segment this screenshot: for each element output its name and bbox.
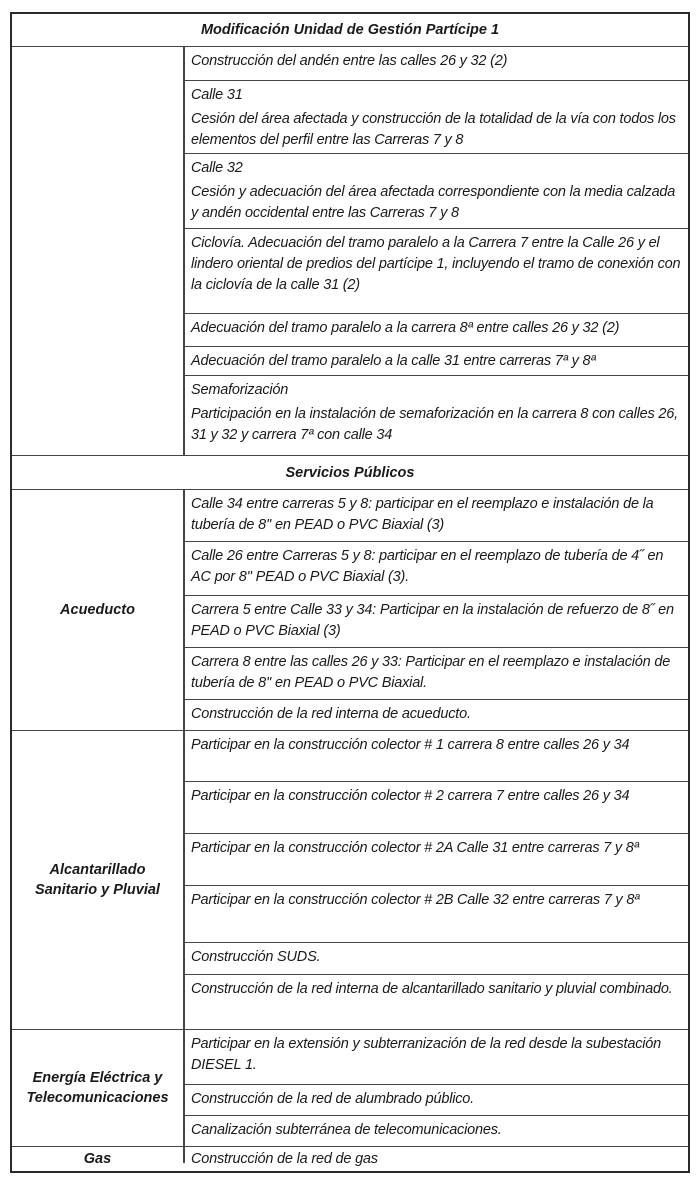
table-cell — [184, 46, 688, 80]
table-cell — [184, 489, 688, 541]
cell-text: Adecuación del tramo paralelo a la carrera 8ª entre calles 26 y 32 (2) — [191, 320, 620, 336]
cell-text: Participar en la construcción colector # 1 carrera 8 entre calles 26 y 34 — [191, 737, 630, 753]
cell-heading: Semaforización — [191, 382, 289, 398]
cell-text: Construcción de la red interna de acueducto. — [191, 706, 471, 722]
table-cell — [184, 1146, 688, 1171]
table-cell — [184, 730, 688, 781]
table-cell — [184, 228, 688, 313]
table-cell — [184, 595, 688, 647]
cell-text: Participar en la construcción colector # 2A Calle 31 entre carreras 7 y 8ª — [191, 840, 639, 856]
category-label: Acueducto — [60, 602, 135, 618]
cell-text: Participar en la construcción colector # 2 carrera 7 entre calles 26 y 34 — [191, 788, 630, 804]
cell-text: Construcción de la red de alumbrado público. — [191, 1091, 474, 1107]
category-label: Gas — [83, 1151, 112, 1167]
cell-text: Participar en la extensión y subterranización de la red desde la subestación DIESEL 1. — [191, 1036, 662, 1073]
cell-text: Construcción SUDS. — [191, 949, 321, 965]
table-cell — [184, 541, 688, 595]
category-alcantarillado — [12, 730, 183, 1029]
obligations-table — [10, 12, 690, 1173]
table-cell — [184, 833, 688, 885]
cell-text: Calle 34 entre carreras 5 y 8: participar en el reemplazo e instalación de la tubería de 8'' en PEAD o PVC Biaxial (3) — [191, 496, 654, 533]
table-cell — [184, 781, 688, 833]
table-cell — [184, 885, 688, 942]
table-cell — [184, 1029, 688, 1084]
cell-text: Construcción del andén entre las calles 26 y 32 (2) — [191, 53, 508, 69]
cell-text: Carrera 8 entre las calles 26 y 33: Participar en el reemplazo e instalación de tubería de 8'' en PEAD o PVC Biaxial. — [191, 654, 671, 691]
category-label: Alcantarillado Sanitario y Pluvial — [35, 862, 160, 898]
table-cell — [184, 942, 688, 974]
cell-text: Construcción de la red de gas — [191, 1151, 378, 1167]
cell-text: Ciclovía. Adecuación del tramo paralelo a la Carrera 7 entre la Calle 26 y el lindero oriental de predios del partícipe 1, incluyendo el tramo de conexión con la ciclovía de la calle 31 (2) — [191, 235, 681, 293]
table-cell — [184, 974, 688, 1029]
table-cell — [184, 1084, 688, 1115]
table-cell — [184, 375, 688, 455]
cell-text: Cesión del área afectada y construcción de la totalidad de la vía con todos los elementos del perfil entre las Carreras 7 y 8 — [191, 111, 676, 148]
table-cell — [184, 647, 688, 699]
table-cell — [184, 313, 688, 346]
cell-text: Canalización subterránea de telecomunicaciones. — [191, 1122, 502, 1138]
table-cell — [184, 153, 688, 228]
category-gas — [12, 1146, 183, 1171]
cell-text: Cesión y adecuación del área afectada correspondiente con la media calzada y andén occidental entre las Carreras 7 y 8 — [191, 184, 676, 221]
category-energia — [12, 1029, 183, 1146]
cell-heading: Calle 31 — [191, 87, 243, 103]
section-title: Servicios Públicos — [285, 464, 415, 481]
cell-text: Calle 26 entre Carreras 5 y 8: participar en el reemplazo de tubería de 4˝ en AC por 8'' PEAD o PVC Biaxial (3). — [191, 548, 664, 585]
cell-text: Carrera 5 entre Calle 33 y 34: Participar en la instalación de refuerzo de 8˝ en PEAD o PVC Biaxial (3) — [191, 602, 674, 639]
cell-text: Adecuación del tramo paralelo a la calle 31 entre carreras 7ª y 8ª — [191, 353, 596, 369]
category-acueducto — [12, 489, 183, 730]
section-header-servicios — [12, 455, 688, 489]
section-title: Modificación Unidad de Gestión Partícipe 1 — [200, 22, 500, 38]
cell-text: Construcción de la red interna de alcantarillado sanitario y pluvial combinado. — [191, 981, 673, 997]
empty-category-cell — [12, 46, 183, 455]
section-header-modificacion — [12, 14, 688, 46]
table-cell — [184, 346, 688, 375]
cell-text: Participar en la construcción colector # 2B Calle 32 entre carreras 7 y 8ª — [191, 892, 640, 908]
cell-text: Participación en la instalación de semaforización en la carrera 8 con calles 26, 31 y 32 y carrera 7ª con calle 34 — [191, 406, 678, 443]
category-label: Energía Eléctrica y Telecomunicaciones — [26, 1070, 169, 1106]
table-cell — [184, 699, 688, 730]
table-cell — [184, 1115, 688, 1146]
cell-heading: Calle 32 — [191, 160, 243, 176]
table-cell — [184, 80, 688, 153]
